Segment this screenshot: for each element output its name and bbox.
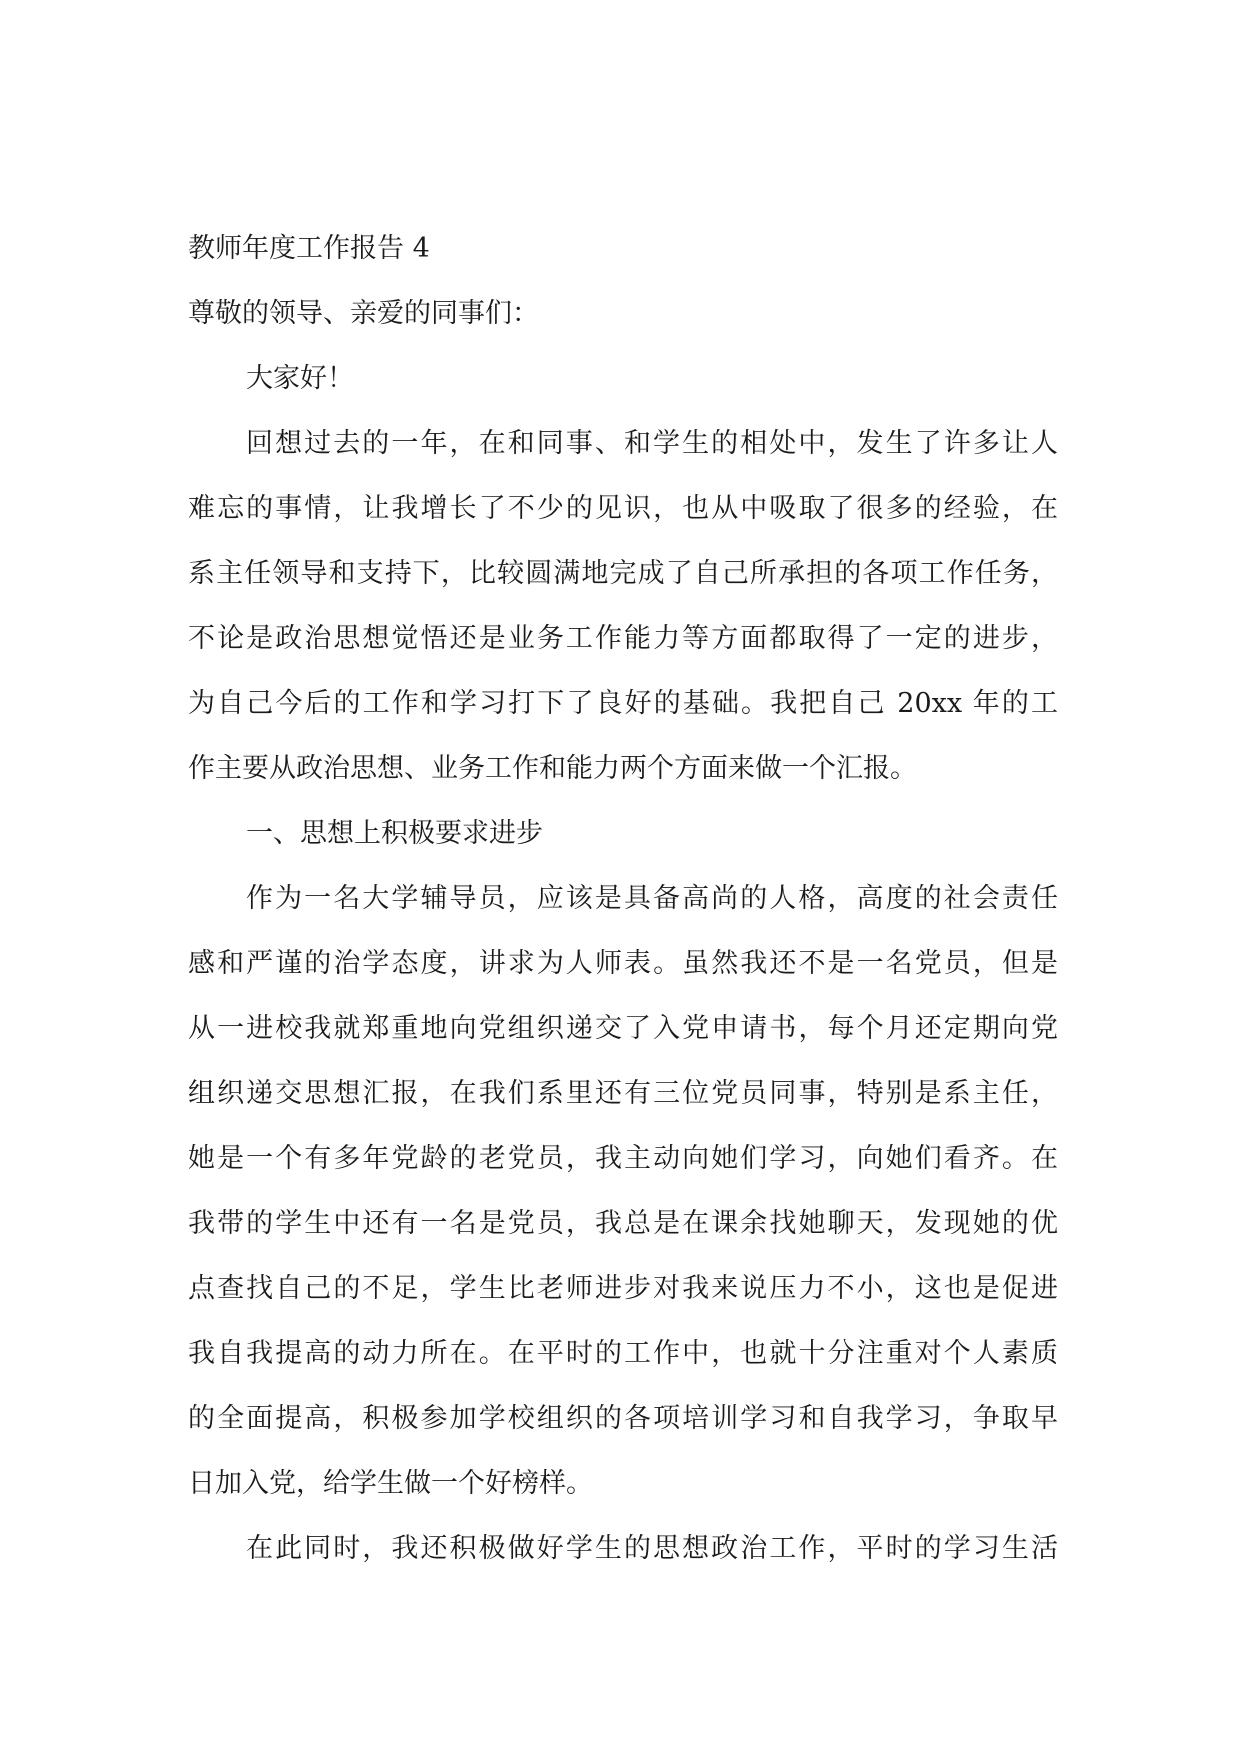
- paragraph-line: 从一进校我就郑重地向党组织递交了入党申请书，每个月还定期向党: [188, 1013, 1058, 1044]
- paragraph-line: 作为一名大学辅导员，应该是具备高尚的人格，高度的社会责任: [246, 883, 1058, 914]
- paragraph-line: 我自我提高的动力所在。在平时的工作中，也就十分注重对个人素质: [188, 1338, 1058, 1369]
- section-heading: 一、思想上积极要求进步: [246, 818, 543, 849]
- paragraph-line: 点查找自己的不足，学生比老师进步对我来说压力不小，这也是促进: [188, 1273, 1058, 1304]
- paragraph-line: 组织递交思想汇报，在我们系里还有三位党员同事，特别是系主任，: [188, 1078, 1058, 1109]
- paragraph-line: 难忘的事情，让我增长了不少的见识，也从中吸取了很多的经验，在: [188, 493, 1058, 524]
- paragraph-line: 为自己今后的工作和学习打下了良好的基础。我把自己 20xx 年的工: [188, 688, 1058, 719]
- paragraph-line: 她是一个有多年党龄的老党员，我主动向她们学习，向她们看齐。在: [188, 1143, 1058, 1174]
- salutation: 尊敬的领导、亲爱的同事们：: [188, 298, 539, 329]
- paragraph-line: 不论是政治思想觉悟还是业务工作能力等方面都取得了一定的进步，: [188, 623, 1058, 654]
- paragraph-line: 感和严谨的治学态度，讲求为人师表。虽然我还不是一名党员，但是: [188, 948, 1058, 979]
- document-title: 教师年度工作报告 4: [188, 233, 430, 264]
- paragraph-line: 作主要从政治思想、业务工作和能力两个方面来做一个汇报。: [188, 753, 917, 784]
- paragraph-line: 的全面提高，积极参加学校组织的各项培训学习和自我学习，争取早: [188, 1403, 1058, 1434]
- paragraph-line: 我带的学生中还有一名是党员，我总是在课余找她聊天，发现她的优: [188, 1208, 1058, 1239]
- paragraph-line: 日加入党，给学生做一个好榜样。: [188, 1468, 593, 1499]
- greeting: 大家好！: [246, 363, 354, 394]
- paragraph-line: 回想过去的一年，在和同事、和学生的相处中，发生了许多让人: [246, 428, 1058, 459]
- paragraph-line: 在此同时，我还积极做好学生的思想政治工作，平时的学习生活: [246, 1533, 1058, 1564]
- paragraph-line: 系主任领导和支持下，比较圆满地完成了自己所承担的各项工作任务，: [188, 558, 1058, 589]
